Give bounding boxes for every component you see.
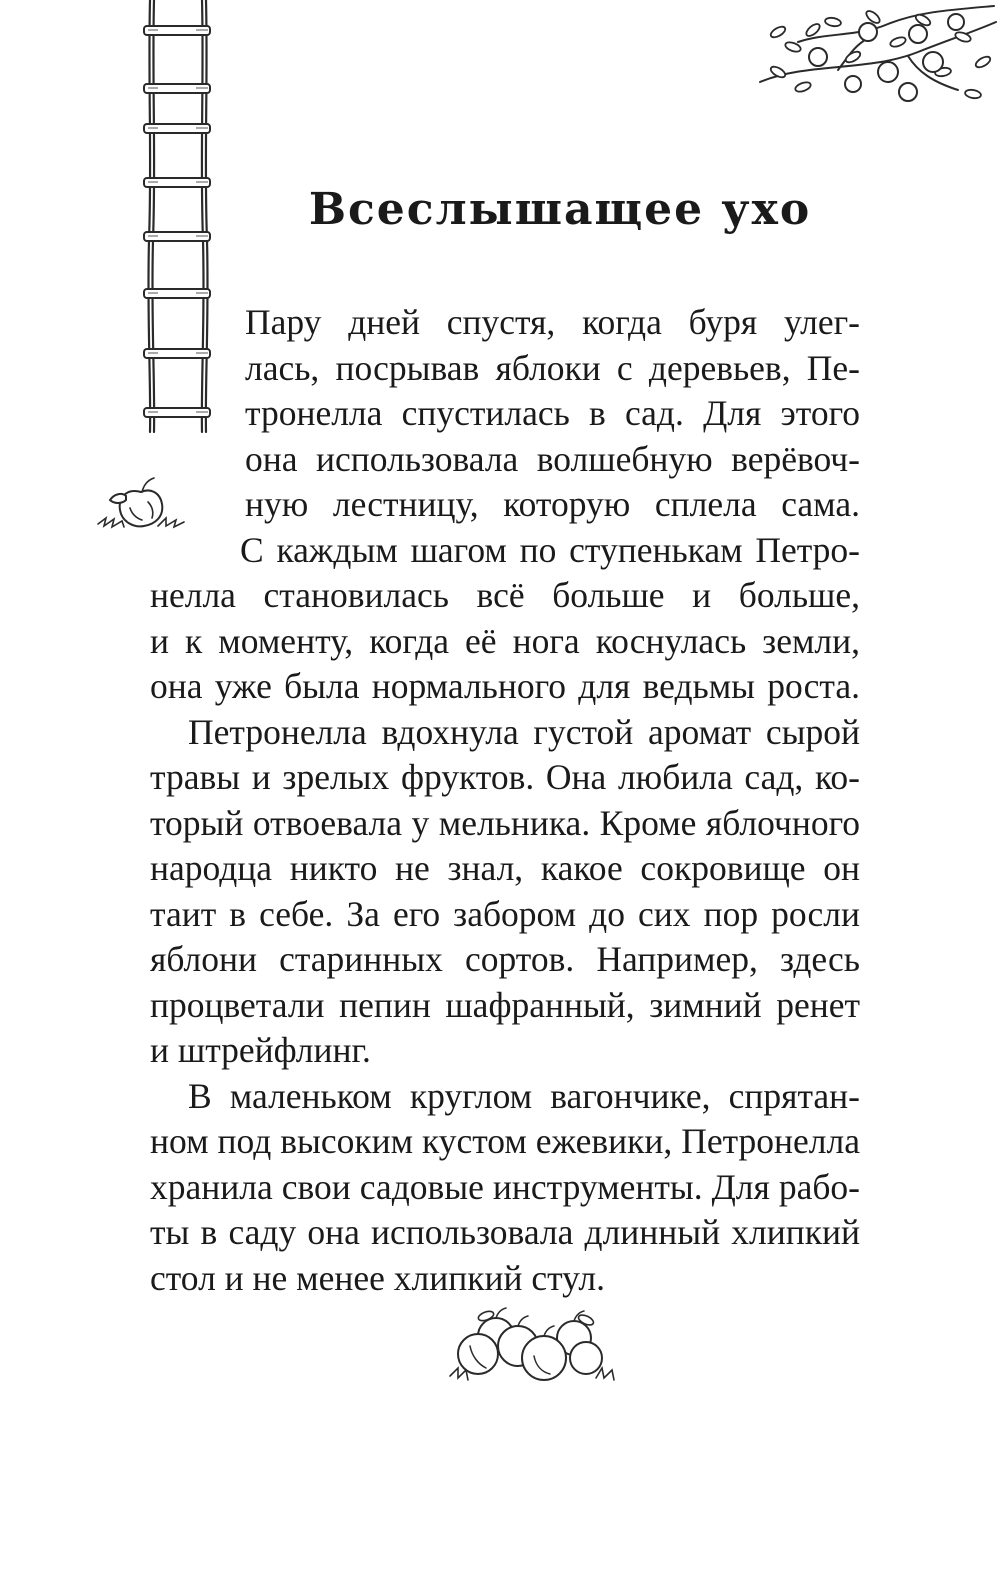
text-line: яблони старинных сортов. Например, здесь xyxy=(150,939,860,979)
text-line: она использовала волшебную верёвоч- xyxy=(245,438,860,479)
text-line: и к моменту, когда её нога коснулась земли, xyxy=(150,620,860,661)
text-line: стол и не менее хлипкий стул. xyxy=(150,1257,605,1298)
text-line: травы и зрелых фруктов. Она любила сад, ко- xyxy=(150,757,860,797)
text-line: таит в себе. За его забором до сих пор росли xyxy=(150,893,860,934)
text-line: торый отвоевала у мельника. Кроме яблочного xyxy=(150,802,860,843)
text-line: ном под высоким кустом ежевики, Петронелла xyxy=(150,1121,860,1161)
text-line: С каждым шагом по ступенькам Петро- xyxy=(240,529,860,570)
text-line: и штрейфлинг. xyxy=(150,1030,371,1070)
text-line: хранила свои садовые инструменты. Для рабо- xyxy=(150,1166,860,1207)
text-line: Петронелла вдохнула густой аромат сырой xyxy=(188,711,860,752)
text-line: процветали пепин шафранный, зимний ренет xyxy=(150,984,860,1025)
text-line: тронелла спустилась в сад. Для этого xyxy=(245,393,860,433)
text-line: народца никто не знал, какое сокровище он xyxy=(150,848,860,888)
text-line: ты в саду она использовала длинный хлипкий xyxy=(150,1212,860,1252)
text-line: В маленьком круглом вагончике, спрятан- xyxy=(188,1075,860,1116)
apple-branch-illustration xyxy=(758,2,998,110)
text-line: Пару дней спустя, когда буря улег- xyxy=(245,302,860,342)
apples-ornament-illustration xyxy=(446,1306,616,1388)
text-line: лась, посрывав яблоки с деревьев, Пе- xyxy=(245,347,860,388)
text-line: ную лестницу, которую сплела сама. xyxy=(245,484,860,524)
text-line: она уже была нормального для ведьмы роста. xyxy=(150,666,860,706)
chapter-title: Всеслышащее ухо xyxy=(308,184,812,235)
chapter-body xyxy=(150,300,860,1301)
text-line: нелла становилась всё больше и больше, xyxy=(150,575,860,615)
